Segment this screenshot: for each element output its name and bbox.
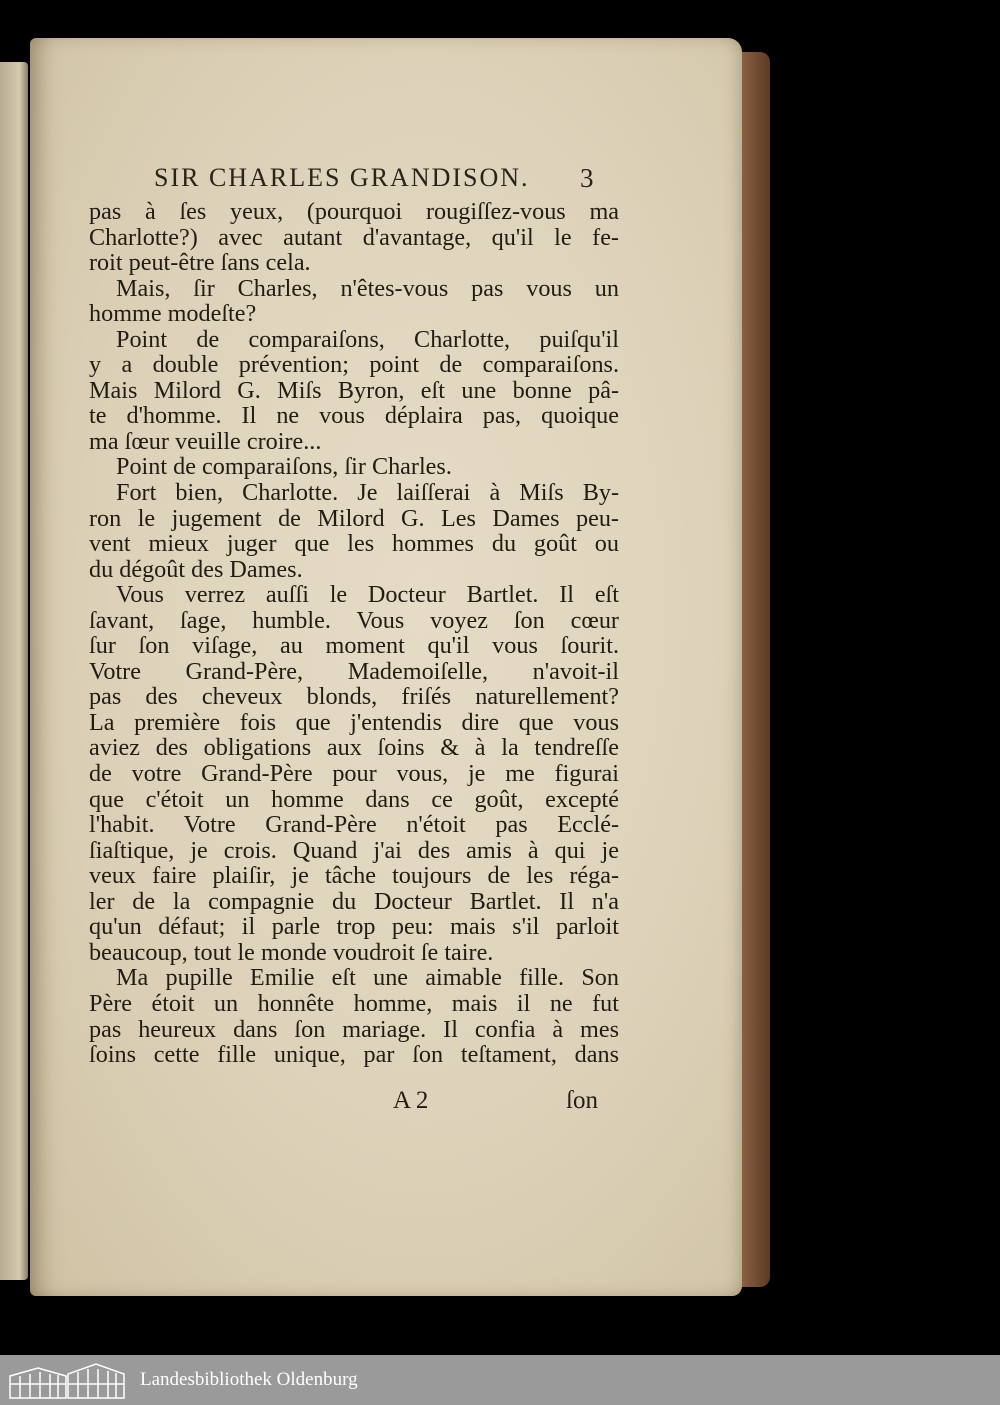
- text-line: ſur ſon viſage, au moment qu'il vous ſourit.: [89, 632, 619, 660]
- text-line: pas à ſes yeux, (pourquoi rougiſſez-vous ma: [89, 198, 619, 225]
- text-line: ler de la compagnie du Docteur Bartlet. Il n'a: [89, 887, 619, 915]
- text-line: pas des cheveux blonds, friſés naturellement?: [89, 683, 619, 711]
- text-line: Vous verrez auſſi le Docteur Bartlet. Il eſt: [116, 581, 619, 609]
- text-line: ſavant, ſage, humble. Vous voyez ſon cœur: [89, 606, 619, 634]
- text-line: veux faire plaiſir, je tâche toujours de les réga-: [89, 862, 619, 890]
- text-line: du dégoût des Dames.: [89, 555, 303, 583]
- text-line: homme modeſte?: [89, 300, 257, 328]
- text-line: Père étoit un honnête homme, mais il ne fut: [89, 989, 619, 1017]
- text-line: de votre Grand-Père pour vous, je me figurai: [89, 760, 619, 788]
- text-line: pas heureux dans ſon mariage. Il confia à mes: [89, 1015, 619, 1043]
- text-line: te d'homme. Il ne vous déplaira pas, quoique: [89, 402, 619, 430]
- text-line: Votre Grand-Père, Mademoiſelle, n'avoit-il: [89, 657, 619, 685]
- page-number: 3: [580, 163, 594, 193]
- text-line: Point de comparaiſons, Charlotte, puiſqu'il: [116, 325, 619, 353]
- text-line: Point de comparaiſons, ſir Charles.: [116, 453, 452, 481]
- body-text: [89, 199, 619, 1068]
- library-banner: [0, 1355, 1000, 1405]
- catchword: ſon: [566, 1087, 598, 1114]
- text-line: Charlotte?) avec autant d'avantage, qu'il le fe-: [89, 223, 619, 251]
- text-line: La première fois que j'entendis dire que vous: [89, 708, 619, 736]
- running-head: SIR CHARLES GRANDISON.: [154, 163, 530, 192]
- library-building-icon: [8, 1360, 126, 1400]
- text-line: y a double prévention; point de comparaiſons.: [89, 351, 619, 379]
- text-line: Fort bien, Charlotte. Je laiſſerai à Miſs By-: [116, 479, 619, 507]
- text-line: ron le jugement de Milord G. Les Dames peu-: [89, 504, 619, 532]
- text-line: ſoins cette fille unique, par ſon teſtament, dans: [89, 1041, 619, 1069]
- text-line: roit peut-être ſans cela.: [89, 249, 311, 277]
- text-line: vent mieux juger que les hommes du goût ou: [89, 530, 619, 558]
- institution-name: Landesbibliothek Oldenburg: [140, 1369, 358, 1390]
- text-line: Mais Milord G. Miſs Byron, eſt une bonne pâ-: [89, 376, 619, 404]
- text-line: Mais, ſir Charles, n'êtes-vous pas vous un: [116, 274, 619, 302]
- facing-page-edge: [0, 62, 28, 1280]
- text-line: aviez des obligations aux ſoins & à la tendreſſe: [89, 734, 619, 762]
- text-line: que c'étoit un homme dans ce goût, excepté: [89, 785, 619, 813]
- text-line: qu'un défaut; il parle trop peu: mais s'il parloit: [89, 913, 619, 941]
- text-line: Ma pupille Emilie eſt une aimable fille. Son: [116, 964, 619, 992]
- signature-mark: A 2: [393, 1087, 429, 1114]
- text-line: ma ſœur veuille croire...: [89, 427, 322, 455]
- text-line: ſiaſtique, je crois. Quand j'ai des amis à qui je: [89, 836, 619, 864]
- text-line: beaucoup, tout le monde voudroit ſe taire.: [89, 938, 494, 966]
- text-line: l'habit. Votre Grand-Père n'étoit pas Ecclé-: [89, 811, 619, 839]
